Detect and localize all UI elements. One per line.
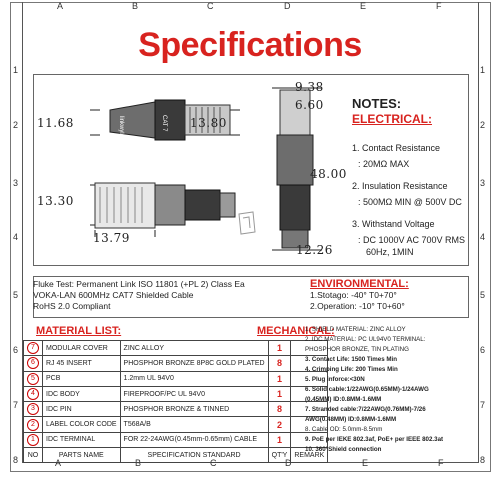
- qty-cell: 8: [268, 402, 291, 417]
- part-name-cell: RJ 45 INSERT: [43, 356, 121, 371]
- number-cell: [24, 432, 43, 447]
- spec-cell: 1.2mm UL 94V0: [120, 371, 268, 386]
- column-header: NO: [24, 448, 43, 463]
- column-header: REMARK: [291, 448, 328, 463]
- ruler-left-8: 8: [13, 455, 19, 465]
- info-line-3: RoHS 2.0 Compliant: [33, 301, 111, 311]
- ruler-right-4: 4: [480, 232, 486, 242]
- dim-48-00: 48.00: [310, 167, 347, 181]
- ruler-left-1: 1: [13, 65, 19, 75]
- mechanical-item: PHOSPHOR BRONZE, TIN PLATING: [305, 346, 409, 353]
- mechanical-item: 4. Crimping Life: 200 Times Min: [305, 366, 398, 373]
- qty-cell: 2: [268, 417, 291, 432]
- part-number-badge: 5: [27, 373, 39, 385]
- part-name-cell: MODULAR COVER: [43, 341, 121, 356]
- environmental-heading: ENVIRONMENTAL:: [310, 278, 409, 290]
- material-heading: MATERIAL LIST:: [36, 325, 122, 337]
- ruler-top-f: F: [436, 1, 442, 11]
- ruler-top-e: E: [360, 1, 367, 11]
- mechanical-item: 9. PoE per IEKE 802.3af, PoE+ per IEEE 802.3at: [305, 436, 444, 443]
- ruler-left-6: 6: [13, 345, 19, 355]
- electrical-heading: ELECTRICAL:: [352, 112, 432, 126]
- note-withstand-voltage: 3. Withstand Voltage: [352, 219, 435, 229]
- ruler-left-5: 5: [13, 290, 19, 300]
- logo-mark: [235, 210, 259, 236]
- ruler-right-3: 3: [480, 178, 486, 188]
- brand-mark: linkwylan: [118, 116, 124, 141]
- note-withstand-voltage-value2: 60Hz, 1MIN: [366, 247, 414, 257]
- ruler-bottom-c: C: [210, 458, 217, 468]
- ruler-right-7: 7: [480, 400, 486, 410]
- top-ruler: [22, 2, 477, 12]
- info-text: [33, 279, 273, 312]
- qty-cell: 1: [268, 371, 291, 386]
- table-header-row: [24, 448, 328, 463]
- ruler-right-8: 8: [480, 455, 486, 465]
- number-cell: [24, 356, 43, 371]
- table-row: [24, 341, 328, 356]
- ruler-top-c: C: [207, 1, 214, 11]
- note-insulation-resistance: 2. Insulation Resistance: [352, 181, 448, 191]
- ruler-bottom-e: E: [362, 458, 369, 468]
- column-header: PARTS NAME: [43, 448, 121, 463]
- ruler-left-2: 2: [13, 120, 19, 130]
- ruler-bottom-d: D: [285, 458, 292, 468]
- table-row: [24, 386, 328, 401]
- spec-cell: PHOSPHOR BRONZE 8P8C GOLD PLATED: [120, 356, 268, 371]
- ruler-left-7: 7: [13, 400, 19, 410]
- spec-cell: PHOSPHOR BRONZE & TINNED: [120, 402, 268, 417]
- notes-heading: NOTES:: [352, 96, 402, 111]
- part-name-cell: LABEL COLOR CODE: [43, 417, 121, 432]
- mechanical-item: 6. Solid cable:1/22AWG(0.65MM)-1/24AWG: [305, 386, 429, 393]
- qty-cell: 1: [268, 432, 291, 447]
- part-number-badge: 7: [27, 342, 39, 354]
- dim-13-30: 13.30: [37, 194, 74, 208]
- table-row: [24, 371, 328, 386]
- info-line-1: Fluke Test: Permanent Link ISO 11801 (+PL 2) Class Ea: [33, 279, 245, 289]
- number-cell: [24, 402, 43, 417]
- ruler-right-6: 6: [480, 345, 486, 355]
- mechanical-item: 3. Contact Life: 1500 Times Min: [305, 356, 398, 363]
- ruler-right-1: 1: [480, 65, 486, 75]
- mechanical-item: AWG(0.48MM) ID:0.8MM-1.6MM: [305, 416, 397, 423]
- mechanical-item: 5. Plug inforce:<30N: [305, 376, 365, 383]
- part-number-badge: 6: [27, 357, 39, 369]
- number-cell: [24, 341, 43, 356]
- mechanical-heading: MECHANICAL:: [257, 325, 335, 337]
- part-name-cell: IDC TERMINAL: [43, 432, 121, 447]
- note-insulation-resistance-value: : 500MΩ MIN @ 500V DC: [358, 197, 462, 207]
- ruler-top-a: A: [57, 1, 64, 11]
- part-number-badge: 1: [27, 434, 39, 446]
- note-withstand-voltage-value: : DC 1000V AC 700V RMS: [358, 235, 466, 245]
- ruler-left-3: 3: [13, 178, 19, 188]
- mechanical-list: [305, 326, 490, 456]
- table-row: [24, 417, 328, 432]
- part-name-cell: IDC PIN: [43, 402, 121, 417]
- spec-cell: T568A/B: [120, 417, 268, 432]
- ruler-top-d: D: [284, 1, 291, 11]
- environmental-line-1: 1.Stotago: -40° T0+70°: [310, 290, 397, 300]
- environmental-block: [310, 279, 409, 312]
- dim-6-60: 6.60: [295, 98, 324, 112]
- ruler-right-2: 2: [480, 120, 486, 130]
- dim-11-68: 11.68: [37, 116, 74, 130]
- number-cell: [24, 386, 43, 401]
- mechanical-item: (0.45MM) ID:0.8MM-1.6MM: [305, 396, 382, 403]
- ruler-left-4: 4: [13, 232, 19, 242]
- table-row: [24, 402, 328, 417]
- mechanical-item: 10. 360°Shield connection: [305, 446, 382, 453]
- qty-cell: 8: [268, 356, 291, 371]
- ruler-top-b: B: [132, 1, 139, 11]
- part-number-badge: 2: [27, 419, 39, 431]
- info-line-2: VOKA-LAN 600MHz CAT7 Shielded Cable: [33, 290, 194, 300]
- dim-9-38: 9.38: [295, 80, 324, 94]
- material-table: [23, 340, 328, 463]
- dim-13-80: 13.80: [190, 116, 227, 130]
- mechanical-item: 1. SHIELD MATERIAL: ZINC ALLOY: [305, 326, 406, 333]
- cat-mark: CAT 7: [161, 115, 167, 132]
- notes-block: [352, 96, 472, 258]
- note-contact-resistance-value: : 20MΩ MAX: [358, 159, 410, 169]
- mechanical-item: 8. Cable OD: 5.0mm-8.5mm: [305, 426, 383, 433]
- note-contact-resistance: 1. Contact Resistance: [352, 143, 441, 153]
- part-number-badge: 4: [27, 388, 39, 400]
- mechanical-item: 7. Stranded cable:7/22AWG(0.76MM)-7/26: [305, 406, 426, 413]
- ruler-right-5: 5: [480, 290, 486, 300]
- table-row: [24, 432, 328, 447]
- ruler-bottom-a: A: [55, 458, 62, 468]
- spec-cell: FIREPROOF/PC UL 94V0: [120, 386, 268, 401]
- number-cell: [24, 417, 43, 432]
- spec-cell: FOR 22-24AWG(0.45mm-0.65mm) CABLE: [120, 432, 268, 447]
- spec-cell: ZINC ALLOY: [120, 341, 268, 356]
- part-name-cell: IDC BODY: [43, 386, 121, 401]
- page-title: Specifications: [138, 26, 362, 64]
- part-number-badge: 3: [27, 403, 39, 415]
- column-header: SPECIFICATION STANDARD: [120, 448, 268, 463]
- ruler-bottom-b: B: [135, 458, 142, 468]
- dim-13-79: 13.79: [93, 231, 130, 245]
- number-cell: [24, 371, 43, 386]
- environmental-line-2: 2.Operation: -10° T0+60°: [310, 301, 405, 311]
- part-name-cell: PCB: [43, 371, 121, 386]
- column-header: QT'Y: [268, 448, 291, 463]
- dim-12-26: 12.26: [296, 243, 333, 257]
- mechanical-item: 2. IDC MATERIAL: PC UL94V0 TERMINAL:: [305, 336, 426, 343]
- table-row: [24, 356, 328, 371]
- ruler-bottom-f: F: [438, 458, 444, 468]
- qty-cell: 1: [268, 386, 291, 401]
- qty-cell: 1: [268, 341, 291, 356]
